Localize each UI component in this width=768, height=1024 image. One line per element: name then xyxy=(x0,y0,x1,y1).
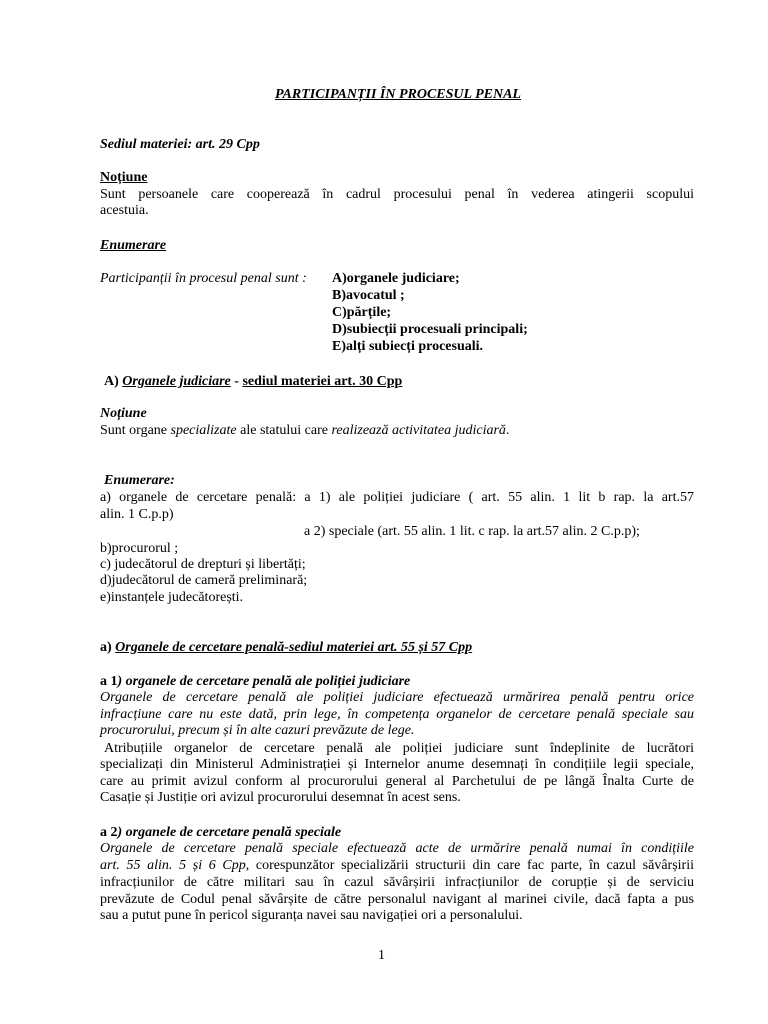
a2-line: prevăzute de Codul penal săvârșite de către personalul navigant al marinei civile, dacă fapta a pus xyxy=(100,892,694,907)
a2-heading xyxy=(100,825,341,841)
participant-item: D)subiecții procesuali principali; xyxy=(332,322,528,337)
section-a-lower-title: Organele de cercetare penală-sediul materiei art. 55 și 57 Cpp xyxy=(115,640,473,655)
enum-line: d)judecătorul de cameră preliminară; xyxy=(100,573,308,588)
notiune2-heading: Noțiune xyxy=(100,406,147,421)
section-a-sediu: sediul materiei art. 30 Cpp xyxy=(242,374,403,389)
a1-line: care au primit avizul conform al procurorului general al Parchetului de pe lângă Înalta Curte de xyxy=(100,774,694,789)
a1-italic-line: infracțiune care nu este dată, prin lege, în competența organelor de cercetare penală speciale sau xyxy=(100,707,694,722)
section-a-title: Organele judiciare xyxy=(122,374,231,389)
a1-line: specializați din Ministerul Administrației și Internelor anume desemnați în condițiile legii speciale, xyxy=(100,757,694,772)
section-a-prefix: A) xyxy=(104,374,123,389)
a2-mixed-line xyxy=(100,858,694,874)
a1-prefix: a 1 xyxy=(100,674,118,689)
section-a-lower-prefix: a) xyxy=(100,640,116,655)
notiune2-p4: realizează activitatea judiciară xyxy=(331,423,506,438)
enumerare-heading: Enumerare xyxy=(100,238,167,253)
a2-line2-rest: corespunzător specializării structurii din care fac parte, în cazul săvârșirii xyxy=(249,858,694,873)
a1-line: Atribuțiile organelor de cercetare penală ale poliției judiciare sunt îndeplinite de lucrători xyxy=(104,741,694,756)
enum-line: b)procurorul ; xyxy=(100,541,179,556)
a2-line: sau a putut pune în pericol siguranța navei sau navigației ori a personalului. xyxy=(100,908,523,923)
enum-line: a 2) speciale (art. 55 alin. 1 lit. c rap. la art.57 alin. 2 C.p.p); xyxy=(304,524,640,539)
notiune-heading: Noțiune xyxy=(100,170,148,185)
notiune-text-line: Sunt persoanele care cooperează în cadrul procesului penal în vederea atingerii scopului xyxy=(100,187,694,202)
a1-line: Casație și Justiție ori avizul procurorului desemnat în acest sens. xyxy=(100,790,461,805)
a1-italic-line: procurorului, precum și în alte cazuri prevăzute de lege. xyxy=(100,723,415,738)
notiune-text-line: acestuia. xyxy=(100,203,149,218)
enum-line: alin. 1 C.p.p) xyxy=(100,507,174,522)
participanti-intro: Participanții în procesul penal sunt : xyxy=(100,271,307,286)
section-a-heading xyxy=(104,374,402,390)
participant-item: B)avocatul ; xyxy=(332,288,405,303)
page-number: 1 xyxy=(378,948,385,963)
participant-item: A)organele judiciare; xyxy=(332,271,460,286)
notiune2-text xyxy=(100,423,509,439)
notiune2-p5: . xyxy=(505,423,510,438)
notiune2-p1: Sunt organe xyxy=(100,423,171,438)
notiune2-p3: ale statului care xyxy=(236,423,332,438)
section-a-lower-heading xyxy=(100,640,472,656)
enum-line: a) organele de cercetare penală: a 1) ale poliției judiciare ( art. 55 alin. 1 lit b rap. la art.57 xyxy=(100,490,694,505)
a2-prefix: a 2 xyxy=(100,825,118,840)
a2-line: infracțiunilor de către militari sau în cazul săvârșirii infracțiunilor de corupție și de serviciu xyxy=(100,875,694,890)
notiune2-p2: specializate xyxy=(170,423,237,438)
a1-title: ) organele de cercetare penală ale poliției judiciare xyxy=(117,674,411,689)
a2-italic-line: Organele de cercetare penală speciale efectuează acte de urmărire penală numai în condițiile xyxy=(100,841,694,856)
enum-line: e)instanțele judecătorești. xyxy=(100,590,244,605)
section-a-dash: - xyxy=(230,374,243,389)
a2-article-ref: art. 55 alin. 5 și 6 Cpp, xyxy=(100,858,250,873)
a2-title: ) organele de cercetare penală speciale xyxy=(117,825,342,840)
participant-item: E)alți subiecți procesuali. xyxy=(332,339,484,354)
enum-line: c) judecătorul de drepturi și libertăți; xyxy=(100,557,306,572)
a1-heading xyxy=(100,674,410,690)
a1-italic-line: Organele de cercetare penală ale poliției judiciare efectuează urmărirea penală pentru orice xyxy=(100,690,694,705)
enumerare2-heading: Enumerare: xyxy=(104,473,175,488)
sediul-materiei: Sediul materiei: art. 29 Cpp xyxy=(100,137,260,152)
page-title: PARTICIPANȚII ÎN PROCESUL PENAL xyxy=(275,87,521,102)
participant-item: C)părțile; xyxy=(332,305,392,320)
